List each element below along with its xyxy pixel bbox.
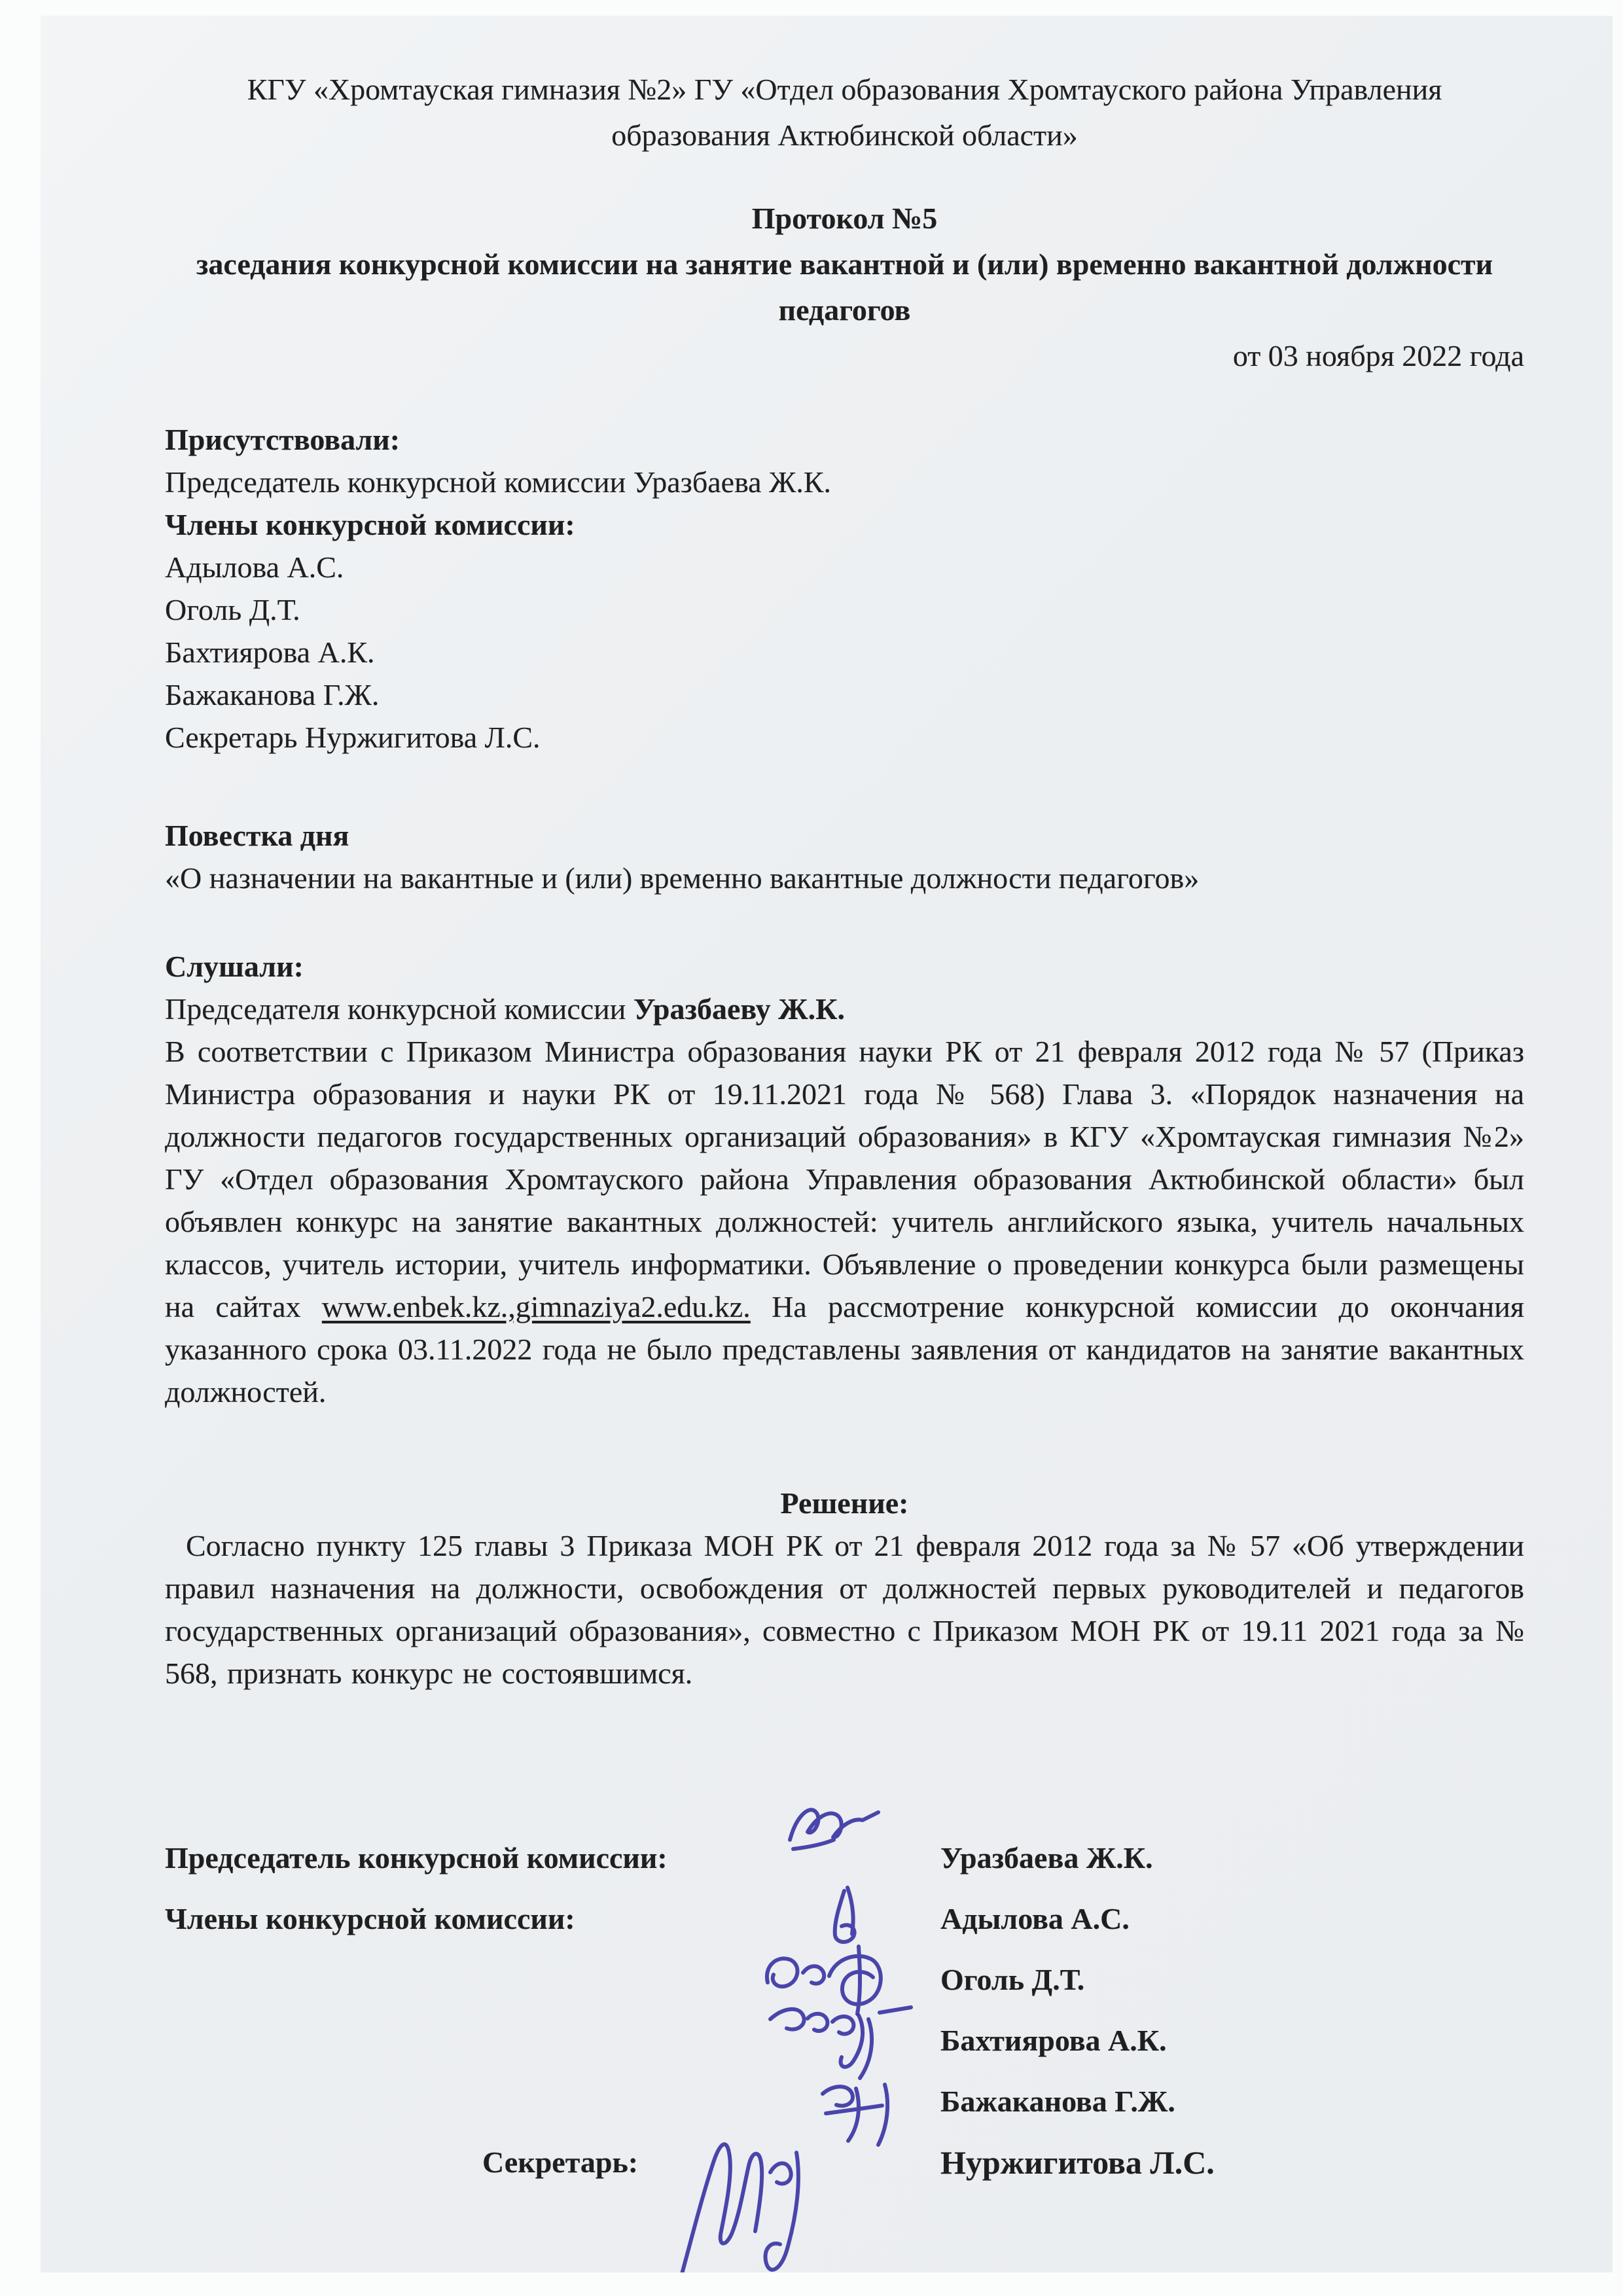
- signature-row-member: [165, 1960, 1524, 2021]
- signature-row-member: [165, 2082, 1524, 2143]
- heard-paragraph: [165, 1030, 1524, 1413]
- protocol-title-block: [165, 196, 1524, 333]
- chairman-signature-label: Председатель конкурсной комиссии:: [165, 1841, 668, 1874]
- agenda-section: [165, 814, 1524, 899]
- secretary-signature-name: Нуржигитова Л.С.: [940, 2144, 1215, 2181]
- member-item: Бахтиярова А.К.: [165, 636, 375, 669]
- member-item: Бажаканова Г.Ж.: [165, 678, 380, 711]
- agenda-heading: Повестка дня: [165, 819, 349, 852]
- document-content: [41, 67, 1613, 2204]
- heard-speaker-name: Уразбаеву Ж.К.: [633, 992, 845, 1026]
- heard-speaker-line: [165, 988, 1524, 1030]
- signature-row-member: [165, 1899, 1524, 1960]
- signature-row-secretary: [165, 2143, 1524, 2204]
- secretary-signature-label: Секретарь:: [482, 2145, 639, 2179]
- member-signature-name: Оголь Д.Т.: [940, 1963, 1085, 1996]
- website-links: www.enbek.kz.,gimnaziya2.edu.kz.: [321, 1290, 751, 1323]
- member-item: Адылова А.С.: [165, 550, 344, 584]
- protocol-subtitle: заседания конкурсной комиссии на занятие вакантной и (или) временно вакантной должности педагогов: [196, 247, 1493, 327]
- decision-heading: Решение:: [780, 1486, 909, 1520]
- heard-heading: Слушали:: [165, 950, 304, 983]
- heard-paragraph-text: В соответствии с Приказом Министра образования науки РК от 21 февраля 2012 года № 57 (Приказ Министра образования и науки РК от 19.11.2021 года № 568) Глава 3. «Порядок назначения на должности педагогов государственных организаций образования» в КГУ «Хромтауская гимназия №2» ГУ «Отдел образования Хромтауского района Управления образования Актюбинской области» был объявлен конкурс на занятие вакантных должностей: учитель английского языка, учитель начальных классов, учитель истории, учитель информатики. Объявление о проведении конкурса были размещены на сайтах: [165, 1035, 1524, 1323]
- signature-row-chairman: [165, 1839, 1524, 1899]
- secretary-line: Секретарь Нуржигитова Л.С.: [165, 721, 541, 754]
- signature-block: [165, 1839, 1524, 2204]
- organization-header: КГУ «Хромтауская гимназия №2» ГУ «Отдел образования Хромтауского района Управления образования Актюбинской области»: [247, 73, 1442, 152]
- chairman-line: Председатель конкурсной комиссии Уразбаева Ж.К.: [165, 465, 831, 499]
- member-signature-name: Бажаканова Г.Ж.: [940, 2085, 1175, 2118]
- document-paper: [41, 16, 1613, 2272]
- attendees-section: [165, 418, 1524, 759]
- member-signature-name: Бахтиярова А.К.: [940, 2024, 1167, 2057]
- member-item: Оголь Д.Т.: [165, 593, 300, 626]
- chairman-signature-name: Уразбаева Ж.К.: [940, 1841, 1153, 1874]
- agenda-item: «О назначении на вакантные и (или) временно вакантные должности педагогов»: [165, 861, 1200, 895]
- protocol-title: Протокол №5: [751, 202, 938, 235]
- heard-speaker-prefix: Председателя конкурсной комиссии: [165, 992, 633, 1026]
- decision-paragraph: Согласно пункту 125 главы 3 Приказа МОН РК от 21 февраля 2012 года за № 57 «Об утверждении правил назначения на должности, освобождения от должностей первых руководителей и педагогов государственных организаций образования», совместно с Приказом МОН РК от 19.11 2021 года за № 568, признать конкурс не состоявшимся.: [165, 1529, 1524, 1690]
- attendees-heading: Присутствовали:: [165, 423, 401, 456]
- decision-section: [165, 1482, 1524, 1695]
- protocol-date: от 03 ноября 2022 года: [1232, 339, 1524, 372]
- heard-section: [165, 945, 1524, 1413]
- signature-row-member: [165, 2021, 1524, 2082]
- members-signature-label: Члены конкурсной комиссии:: [165, 1902, 575, 1935]
- heard-paragraph-text-after: На рассмотрение конкурсной комиссии до окончания указанного срока 03.11.2022 года не было представлены заявления от кандидатов на занятие вакантных должностей.: [165, 1290, 1524, 1408]
- member-signature-name: Адылова А.С.: [940, 1902, 1130, 1935]
- members-heading: Члены конкурсной комиссии:: [165, 508, 575, 541]
